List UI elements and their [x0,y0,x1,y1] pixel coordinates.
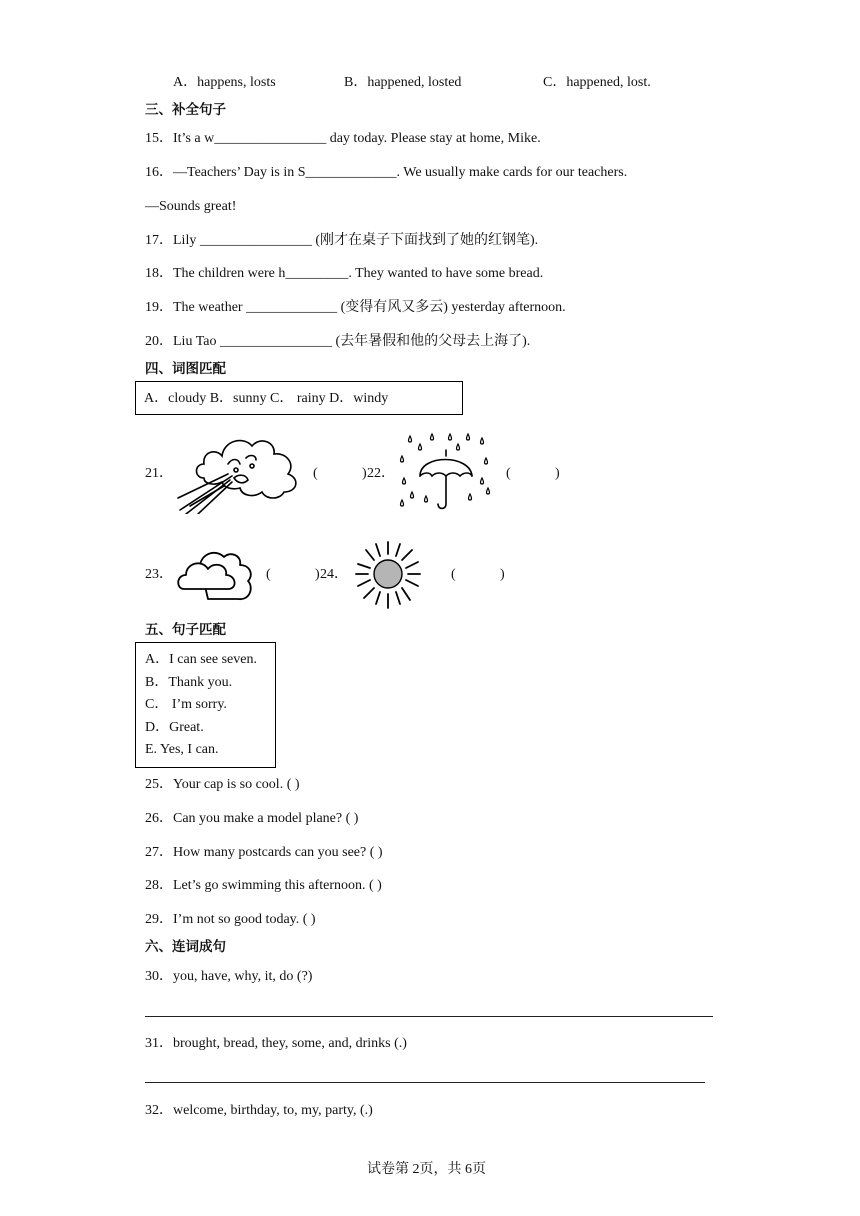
question-17: 17．Lily ________________ (刚才在桌子下面找到了她的红钢笔). [145,233,539,248]
question-15: 15．It’s a w________________ day today. Please stay at home, Mike. [145,131,541,146]
answer-paren-close: ) [315,567,320,582]
sentence-options-box [135,642,276,768]
question-31: 31．brought, bread, they, some, and, drinks (.) [145,1036,407,1051]
answer-paren-close: ) [500,567,505,582]
rain-umbrella-icon [398,430,496,512]
cloudy-icon [174,543,256,605]
question-26: 26．Can you make a model plane? ( ) [145,811,359,826]
option-c: C．happened, lost. [543,75,651,90]
windy-cloud-icon [176,428,304,514]
word-options-box [135,381,463,415]
option-c: C． I’m sorry. [145,697,227,712]
question-18: 18．The children were h_________. They wanted to have some bread. [145,266,544,281]
section-title: 三、补全句子 [145,102,226,118]
answer-paren-open: ( [451,567,456,582]
option-e: E. Yes, I can. [145,742,219,757]
question-27: 27．How many postcards can you see? ( ) [145,845,383,860]
question-23: 23． [145,567,173,582]
question-16: 16．—Teachers’ Day is in S_____________. We usually make cards for our teachers. [145,165,628,180]
page-footer: 试卷第 2页，共 6页 [367,1162,486,1177]
question-30: 30．you, have, why, it, do (?) [145,969,313,984]
question-22: 22． [367,466,395,481]
answer-paren-open: ( [313,466,318,481]
option-a: A．happens, losts [173,75,276,90]
section-title: 五、句子匹配 [145,622,226,638]
question-16-reply: —Sounds great! [145,199,237,214]
question-24: 24． [320,567,348,582]
question-29: 29．I’m not so good today. ( ) [145,912,316,927]
question-28: 28．Let’s go swimming this afternoon. ( ) [145,878,382,893]
answer-line [145,1016,713,1017]
section-title: 四、词图匹配 [145,361,226,377]
option-d: D．Great. [145,720,204,735]
question-25: 25．Your cap is so cool. ( ) [145,777,300,792]
answer-paren-close: ) [555,466,560,481]
answer-line [145,1082,705,1083]
question-32: 32．welcome, birthday, to, my, party, (.) [145,1103,373,1118]
section-title: 六、连词成句 [145,939,226,955]
option-b: B．happened, losted [344,75,462,90]
option-b: B．Thank you. [145,675,233,690]
answer-paren-open: ( [506,466,511,481]
question-21: 21． [145,466,173,481]
word-options: A．cloudy B．sunny C． rainy D．windy [144,391,389,406]
answer-paren-open: ( [266,567,271,582]
question-20: 20．Liu Tao ________________ (去年暑假和他的父母去上海了). [145,334,531,349]
answer-paren-close: ) [362,466,367,481]
sun-icon [352,538,422,612]
question-19: 19．The weather _____________ (变得有风又多云) yesterday afternoon. [145,300,566,315]
option-a: A．I can see seven. [145,652,257,667]
